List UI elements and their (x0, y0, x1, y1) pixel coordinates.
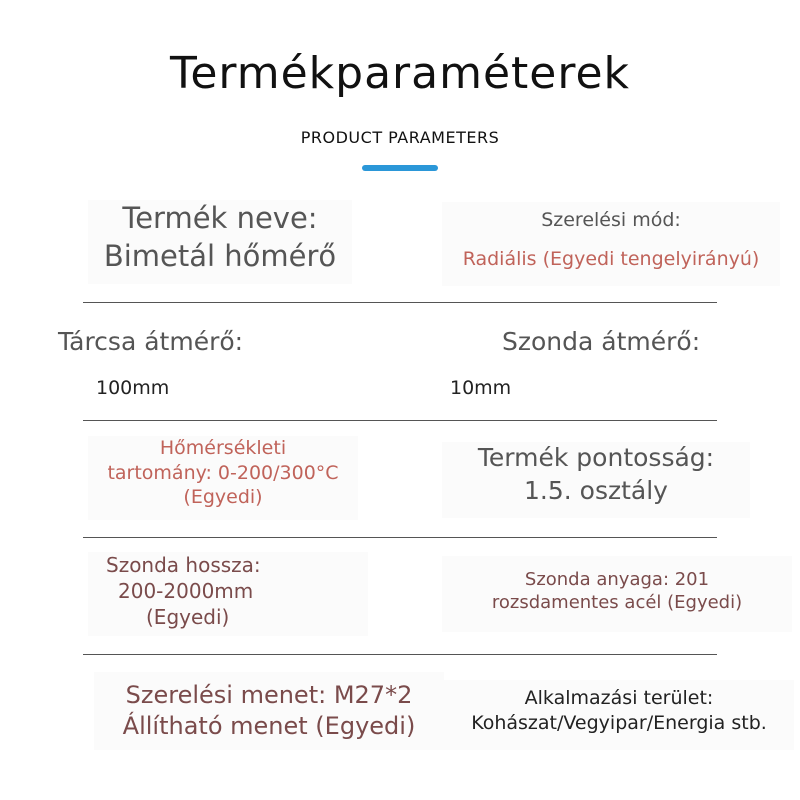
accuracy-value: 1.5. osztály (524, 475, 668, 505)
probe-material-cell (442, 556, 792, 632)
temperature-range-cell (88, 436, 358, 520)
temperature-range-line-1: Hőmérsékleti (159, 437, 287, 459)
application-label: Alkalmazási terület: (524, 687, 714, 709)
divider (83, 420, 717, 421)
probe-diameter-value: 10mm (450, 377, 512, 399)
mounting-value: Radiális (Egyedi tengelyirányú) (462, 247, 760, 270)
probe-diameter-label: Szonda átmérő: (502, 327, 701, 356)
accuracy-label: Termék pontosság: (477, 443, 715, 472)
mounting-cell (442, 202, 780, 286)
temperature-range-line-3: (Egyedi) (183, 486, 263, 509)
temperature-range-line-2: tartomány: 0-200/300°C (107, 461, 339, 484)
divider (83, 302, 717, 303)
dial-diameter-value: 100mm (96, 377, 170, 399)
page-title: Termékparaméterek (169, 48, 631, 99)
thread-line-2: Állítható menet (Egyedi) (122, 712, 416, 741)
product-name-value: Bimetál hőmérő (103, 238, 337, 273)
product-name-label: Termék neve: (122, 201, 318, 235)
probe-length-cell (88, 552, 368, 636)
probe-material-line-2: rozsdamentes acél (Egyedi) (491, 592, 743, 614)
mounting-label: Szerelési mód: (541, 209, 681, 231)
application-cell (444, 680, 794, 750)
thread-line-1: Szerelési menet: M27*2 (125, 681, 413, 709)
divider (83, 537, 717, 538)
probe-length-line-3: (Egyedi) (146, 605, 230, 629)
probe-length-line-1: Szonda hossza: (106, 553, 261, 577)
page-subtitle: PRODUCT PARAMETERS (300, 128, 500, 147)
probe-material-line-1: Szonda anyaga: 201 (524, 569, 710, 590)
application-value: Kohászat/Vegyipar/Energia stb. (471, 711, 767, 734)
thread-cell (94, 672, 444, 750)
probe-length-line-2: 200-2000mm (118, 579, 254, 603)
divider (83, 654, 717, 655)
accent-bar (362, 165, 438, 171)
dial-diameter-label: Tárcsa átmérő: (58, 327, 244, 356)
product-name-cell (88, 200, 352, 284)
accuracy-cell (442, 442, 750, 518)
